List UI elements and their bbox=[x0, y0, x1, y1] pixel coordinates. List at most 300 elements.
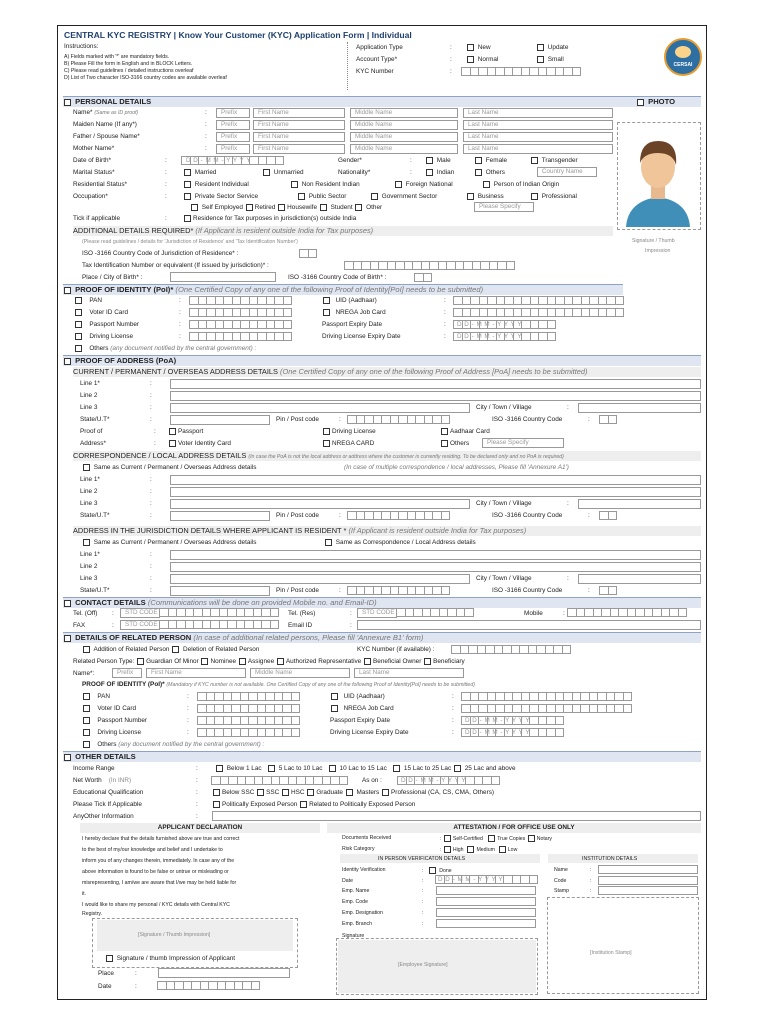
poi-voter-input[interactable] bbox=[190, 308, 292, 317]
government-sector-option[interactable]: Government Sector bbox=[370, 193, 437, 201]
corr-pin-label: Pin / Post code bbox=[276, 512, 319, 519]
mother-prefix-input[interactable]: Prefix bbox=[216, 144, 250, 154]
checkbox-icon[interactable] bbox=[537, 44, 544, 51]
emp-name-label: Emp. Name bbox=[342, 888, 370, 894]
pio-option[interactable]: Person of Indian Origin bbox=[482, 181, 559, 189]
declaration-heading: APPLICANT DECLARATION bbox=[80, 823, 320, 833]
tel-res-std-input[interactable]: STD CODE bbox=[357, 608, 397, 618]
checkbox-icon[interactable] bbox=[475, 169, 482, 176]
identity-done-option[interactable]: : Done bbox=[422, 867, 452, 874]
related-poi-voter-input[interactable] bbox=[198, 704, 300, 713]
checkbox-icon[interactable] bbox=[528, 835, 535, 842]
checkbox-icon[interactable] bbox=[64, 358, 71, 365]
unmarried-option[interactable]: Unmarried bbox=[262, 169, 304, 177]
attest-date-label: Date bbox=[342, 878, 353, 884]
header-divider bbox=[347, 42, 348, 90]
declaration-date-input[interactable] bbox=[158, 981, 260, 990]
instruction-d: D) List of Two character ISO-3166 country codes are available overleaf bbox=[64, 75, 227, 81]
name-first-input[interactable]: First Name bbox=[253, 108, 345, 118]
checkbox-icon[interactable] bbox=[169, 440, 176, 447]
poi-passport-expiry-label: Passport Expiry Date bbox=[322, 321, 383, 328]
corr-iso-input[interactable] bbox=[600, 511, 617, 520]
checkbox-icon[interactable] bbox=[75, 333, 82, 340]
juris-pin-input[interactable] bbox=[348, 586, 450, 595]
juris-line3-label: Line 3 bbox=[80, 575, 98, 582]
corr-state-input[interactable] bbox=[170, 511, 270, 521]
mother-first-input[interactable]: First Name bbox=[253, 144, 345, 154]
cersai-logo: CERSAI bbox=[664, 38, 702, 76]
application-type-label: Application Type bbox=[356, 44, 403, 51]
checkbox-icon[interactable] bbox=[75, 345, 82, 352]
same-as-current-option[interactable]: Same as Current / Permanent / Overseas Address details bbox=[82, 464, 256, 472]
checkbox-icon[interactable] bbox=[441, 440, 448, 447]
corr-city-label: City / Town / Village bbox=[476, 500, 532, 507]
tick-applicable-label: Tick if applicable bbox=[73, 215, 121, 222]
corr-line1-label: Line 1* bbox=[80, 476, 100, 483]
inst-name-label: Name bbox=[554, 867, 568, 873]
female-option[interactable]: Female bbox=[474, 157, 507, 165]
checkbox-icon[interactable] bbox=[184, 193, 191, 200]
related-poi-pan-input[interactable] bbox=[198, 692, 300, 701]
transgender-option[interactable]: Transgender bbox=[530, 157, 578, 165]
emp-name-input[interactable] bbox=[436, 886, 536, 895]
current-line3-input[interactable] bbox=[170, 403, 470, 413]
father-middle-input[interactable]: Middle Name bbox=[350, 132, 458, 142]
current-city-label: City / Town / Village bbox=[476, 404, 532, 411]
checkbox-icon[interactable] bbox=[395, 181, 402, 188]
checkbox-icon[interactable] bbox=[323, 428, 330, 435]
poi-others-option[interactable]: Others (any document notified by the central government) : bbox=[74, 345, 256, 353]
married-option[interactable]: Married bbox=[183, 169, 216, 177]
poi-dl-expiry-label: Driving License Expiry Date bbox=[322, 333, 401, 340]
checkbox-icon[interactable] bbox=[137, 658, 144, 665]
emp-designation-input[interactable] bbox=[436, 908, 536, 917]
income-label: Income Range bbox=[73, 765, 115, 772]
normal-option[interactable]: Normal bbox=[466, 56, 498, 64]
gender-label: Gender* bbox=[338, 157, 362, 164]
place-label: Place bbox=[98, 970, 114, 977]
emp-code-input[interactable] bbox=[436, 897, 536, 906]
ipv-heading: IN PERSON VERIFICATON DETAILS bbox=[378, 856, 466, 862]
foreign-national-option[interactable]: Foreign National bbox=[394, 181, 453, 189]
email-input[interactable] bbox=[357, 620, 701, 630]
checkbox-icon[interactable] bbox=[201, 658, 208, 665]
poi-passport-input[interactable] bbox=[190, 320, 292, 329]
poi-pan-option[interactable]: PAN bbox=[74, 297, 102, 305]
related-poi-nrega-option[interactable]: NREGA Job Card bbox=[330, 705, 394, 713]
poa-aadhaar-option[interactable]: Aadhaar Card bbox=[440, 428, 490, 436]
institution-stamp-box[interactable] bbox=[547, 897, 699, 994]
checkbox-icon[interactable] bbox=[263, 169, 270, 176]
education-options[interactable]: Below SSC SSC HSC Graduate Masters Professional (CA, CS, CMA, Others) bbox=[212, 789, 494, 797]
occupation-other-input[interactable]: Please Specify bbox=[474, 202, 534, 212]
maiden-prefix-input[interactable]: Prefix bbox=[216, 120, 250, 130]
emp-branch-label: Emp. Branch bbox=[342, 921, 372, 927]
checkbox-icon[interactable] bbox=[169, 428, 176, 435]
related-poi-uid-option[interactable]: UID (Aadhaar) bbox=[330, 693, 385, 701]
iso-birth-label: ISO -3166 Country Code of Birth* : bbox=[288, 274, 387, 281]
checkbox-icon[interactable] bbox=[371, 193, 378, 200]
poa-voter-option[interactable]: Voter Identity Card bbox=[168, 440, 231, 448]
checkbox-icon[interactable] bbox=[364, 658, 371, 665]
checkbox-icon[interactable] bbox=[246, 204, 253, 211]
checkbox-icon[interactable] bbox=[320, 204, 327, 211]
place-birth-input[interactable] bbox=[170, 272, 276, 282]
mobile-input[interactable] bbox=[568, 608, 687, 617]
checkbox-icon[interactable] bbox=[531, 193, 538, 200]
poa-others-input[interactable]: Please Specify bbox=[482, 438, 564, 448]
inst-stamp-label: Stamp bbox=[554, 888, 569, 894]
checkbox-icon[interactable] bbox=[278, 204, 285, 211]
checkbox-icon[interactable] bbox=[424, 658, 431, 665]
section-related-person: DETAILS OF RELATED PERSON (In case of additional related persons, Please fill 'Annexure B1' form) bbox=[63, 632, 701, 643]
mother-name-label: Mother Name* bbox=[73, 145, 115, 152]
corr-pin-input[interactable] bbox=[348, 511, 450, 520]
declaration-line-2: to the best of my/our knowledge and belief and I undertake to bbox=[82, 847, 223, 853]
related-poi-voter-option[interactable]: Voter ID Card bbox=[82, 705, 136, 713]
checkbox-icon[interactable] bbox=[184, 181, 191, 188]
related-poi-dl-expiry-label: Driving License Expiry Date bbox=[330, 729, 409, 736]
checkbox-icon[interactable] bbox=[257, 789, 264, 796]
checkbox-icon[interactable] bbox=[83, 464, 90, 471]
checkbox-icon[interactable] bbox=[537, 56, 544, 63]
juris-state-input[interactable] bbox=[170, 586, 270, 596]
tel-off-std-input[interactable]: STD CODE bbox=[120, 608, 160, 618]
related-poi-others-option[interactable]: Others (any document notified by the central government) : bbox=[82, 741, 264, 749]
kyc-number-label: KYC Number bbox=[356, 68, 394, 75]
current-city-input[interactable] bbox=[578, 403, 701, 413]
update-option[interactable]: Update bbox=[536, 44, 568, 52]
docs-received-options[interactable]: : Self-Certified True Copies Notary bbox=[440, 835, 552, 842]
net-worth-input[interactable] bbox=[212, 776, 348, 785]
checkbox-icon[interactable] bbox=[467, 56, 474, 63]
checkbox-icon[interactable] bbox=[393, 765, 400, 772]
checkbox-icon[interactable] bbox=[213, 801, 220, 808]
iso-jurisdiction-input[interactable] bbox=[300, 249, 317, 258]
checkbox-icon[interactable] bbox=[637, 99, 644, 106]
checkbox-icon[interactable] bbox=[64, 99, 71, 106]
place-input[interactable] bbox=[158, 968, 290, 978]
poi-nrega-option[interactable]: NREGA Job Card bbox=[322, 309, 386, 317]
maiden-last-input[interactable]: Last Name bbox=[463, 120, 613, 130]
multiple-addresses-note: (In case of multiple correspondence / local addresses, Please fill 'Annexure A1') bbox=[344, 464, 569, 471]
business-option[interactable]: Business bbox=[466, 193, 504, 201]
instruction-a: A) Fields marked with '*' are mandatory fields. bbox=[64, 54, 170, 60]
marital-label: Marital Status* bbox=[73, 169, 115, 176]
poa-dl-option[interactable]: Driving License bbox=[322, 428, 376, 436]
place-birth-label: Place / City of Birth* : bbox=[82, 274, 143, 281]
institution-heading: INSTITUTION DETAILS bbox=[582, 856, 638, 862]
declaration-line-5: misrepresenting, I am/we are aware that I/we may be held liable for bbox=[82, 880, 237, 886]
related-poi-driving-input[interactable] bbox=[198, 728, 300, 737]
date-label: Date bbox=[98, 983, 112, 990]
related-poi-passport-option[interactable]: Passport Number bbox=[82, 717, 147, 725]
checkbox-icon[interactable] bbox=[323, 309, 330, 316]
related-poi-nrega-input[interactable] bbox=[462, 704, 632, 713]
maiden-name-label: Maiden Name (If any*) bbox=[73, 121, 137, 128]
corr-line2-input[interactable] bbox=[170, 487, 701, 497]
current-state-label: State/U.T* bbox=[80, 416, 110, 423]
checkbox-icon[interactable] bbox=[83, 539, 90, 546]
checkbox-icon[interactable] bbox=[83, 729, 90, 736]
related-kyc-input[interactable] bbox=[452, 645, 571, 654]
checkbox-icon[interactable] bbox=[429, 867, 436, 874]
indian-option[interactable]: Indian bbox=[425, 169, 454, 177]
photo-placeholder-icon bbox=[618, 123, 698, 227]
related-middle-input[interactable]: Middle Name bbox=[250, 668, 350, 678]
tel-off-input[interactable] bbox=[160, 608, 279, 617]
section-personal-details: PERSONAL DETAILS PHOTO bbox=[63, 96, 701, 107]
juris-iso-label: ISO -3166 Country Code bbox=[492, 587, 563, 594]
poi-nrega-input[interactable] bbox=[454, 308, 624, 317]
name-last-input[interactable]: Last Name bbox=[463, 108, 613, 118]
poi-pan-input[interactable] bbox=[190, 296, 292, 305]
checkbox-icon[interactable] bbox=[64, 635, 71, 642]
checkbox-icon[interactable] bbox=[499, 846, 506, 853]
related-first-input[interactable]: First Name bbox=[146, 668, 246, 678]
related-prefix-input[interactable]: Prefix bbox=[112, 668, 142, 678]
poi-uid-option[interactable]: UID (Aadhaar) bbox=[322, 297, 377, 305]
name-prefix-input[interactable]: Prefix bbox=[216, 108, 250, 118]
checkbox-icon[interactable] bbox=[426, 169, 433, 176]
net-worth-label: Net Worth (In INR) bbox=[73, 777, 132, 784]
checkbox-icon[interactable] bbox=[488, 835, 495, 842]
addition-related-option[interactable]: Addition of Related Person Deletion of Related Person bbox=[82, 646, 259, 654]
corr-iso-label: ISO -3166 Country Code bbox=[492, 512, 563, 519]
checkbox-icon[interactable] bbox=[329, 765, 336, 772]
checkbox-icon[interactable] bbox=[268, 765, 275, 772]
checkbox-icon[interactable] bbox=[106, 955, 113, 962]
proof-of-label: Proof of bbox=[80, 428, 103, 435]
risk-category-options[interactable]: : High Medium Low bbox=[440, 846, 518, 853]
checkbox-icon[interactable] bbox=[282, 789, 289, 796]
checkbox-icon[interactable] bbox=[277, 658, 284, 665]
father-first-input[interactable]: First Name bbox=[253, 132, 345, 142]
current-address-heading: CURRENT / PERMANENT / OVERSEAS ADDRESS DETAILS (One Certified Copy of any one of the following Proof of Address [PoA] needs to be submitted) bbox=[73, 367, 701, 377]
declaration-line-6: it. bbox=[82, 891, 87, 897]
checkbox-icon[interactable] bbox=[291, 181, 298, 188]
institution-stamp-placeholder: [Institution Stamp] bbox=[590, 950, 632, 956]
checkbox-icon[interactable] bbox=[191, 204, 198, 211]
current-line2-label: Line 2 bbox=[80, 392, 98, 399]
checkbox-icon[interactable] bbox=[331, 693, 338, 700]
checkbox-icon[interactable] bbox=[83, 717, 90, 724]
juris-line1-input[interactable] bbox=[170, 550, 701, 560]
current-state-input[interactable] bbox=[170, 415, 270, 425]
risk-category-label: Risk Category bbox=[342, 846, 375, 852]
poa-others-option[interactable]: Others bbox=[440, 440, 469, 448]
small-option[interactable]: Small bbox=[536, 56, 564, 64]
checkbox-icon[interactable] bbox=[531, 157, 538, 164]
juris-iso-input[interactable] bbox=[600, 586, 617, 595]
related-type-row: Related Person Type: Guardian Of Minor Nominee Assignee Authorized Representative Beneficial Owner Beneficiary bbox=[73, 658, 465, 666]
related-poi-passport-input[interactable] bbox=[198, 716, 300, 725]
public-sector-option[interactable]: Public Sector bbox=[297, 193, 346, 201]
juris-line2-label: Line 2 bbox=[80, 563, 98, 570]
maiden-first-input[interactable]: First Name bbox=[253, 120, 345, 130]
form-title: CENTRAL KYC REGISTRY | Know Your Customer (KYC) Application Form | Individual bbox=[64, 30, 412, 40]
current-pin-input[interactable] bbox=[348, 415, 450, 424]
sig-thumb-caption-2: Impression bbox=[645, 248, 671, 254]
checkbox-icon[interactable] bbox=[184, 215, 191, 222]
sig-thumb-caption-1: Signature / Thumb bbox=[632, 238, 675, 244]
current-line2-input[interactable] bbox=[170, 391, 701, 401]
related-poi-uid-input[interactable] bbox=[462, 692, 632, 701]
checkbox-icon[interactable] bbox=[325, 539, 332, 546]
checkbox-icon[interactable] bbox=[323, 297, 330, 304]
checkbox-icon[interactable] bbox=[444, 846, 451, 853]
checkbox-icon[interactable] bbox=[83, 646, 90, 653]
mobile-label: Mobile bbox=[524, 610, 543, 617]
related-poi-pan-option[interactable]: PAN bbox=[82, 693, 110, 701]
checkbox-icon[interactable] bbox=[75, 297, 82, 304]
juris-pin-label: Pin / Post code bbox=[276, 587, 319, 594]
self-employed-option[interactable]: Self Employed Retired Housewife Student Other bbox=[190, 204, 382, 212]
mother-last-input[interactable]: Last Name bbox=[463, 144, 613, 154]
checkbox-icon[interactable] bbox=[355, 204, 362, 211]
checkbox-icon[interactable] bbox=[83, 693, 90, 700]
checkbox-icon[interactable] bbox=[83, 741, 90, 748]
tax-residence-option[interactable]: Residence for Tax purposes in jurisdiction(s) outside India bbox=[183, 215, 356, 223]
poi-passport-option[interactable]: Passport Number bbox=[74, 321, 139, 329]
current-line1-input[interactable] bbox=[170, 379, 701, 389]
checkbox-icon[interactable] bbox=[346, 789, 353, 796]
checkbox-icon[interactable] bbox=[64, 287, 71, 294]
juris-city-input[interactable] bbox=[578, 574, 701, 584]
checkbox-icon[interactable] bbox=[75, 321, 82, 328]
tel-off-label: Tel. (Off) bbox=[73, 610, 98, 617]
inst-stamp-input[interactable] bbox=[598, 886, 698, 895]
instructions-heading: Instructions: bbox=[64, 43, 99, 50]
related-last-input[interactable]: Last Name bbox=[354, 668, 464, 678]
inst-name-input[interactable] bbox=[598, 865, 698, 874]
emp-branch-input[interactable] bbox=[436, 919, 536, 928]
checkbox-icon[interactable] bbox=[216, 765, 223, 772]
any-other-input[interactable] bbox=[212, 811, 701, 821]
checkbox-icon[interactable] bbox=[467, 193, 474, 200]
fax-std-input[interactable]: STD CODE bbox=[120, 620, 160, 630]
juris-line2-input[interactable] bbox=[170, 562, 701, 572]
current-iso-input[interactable] bbox=[600, 415, 617, 424]
professional-option[interactable]: Professional bbox=[530, 193, 577, 201]
country-name-input[interactable]: Country Name bbox=[537, 167, 597, 177]
as-on-label: As on : bbox=[362, 777, 382, 784]
logo-emblem-icon bbox=[675, 46, 691, 58]
juris-line1-label: Line 1* bbox=[80, 551, 100, 558]
poi-driving-input[interactable] bbox=[190, 332, 292, 341]
checkbox-icon[interactable] bbox=[323, 440, 330, 447]
private-sector-option[interactable]: Private Sector Service bbox=[183, 193, 258, 201]
checkbox-icon[interactable] bbox=[64, 754, 71, 761]
fax-input[interactable] bbox=[160, 620, 279, 629]
checkbox-icon[interactable] bbox=[239, 658, 246, 665]
checkbox-icon[interactable] bbox=[382, 789, 389, 796]
nri-option[interactable]: Non Resident Indian bbox=[290, 181, 360, 189]
name-label: Name* (Same as ID proof) bbox=[73, 109, 139, 116]
instruction-c: C) Please read guidelines / detailed instructions overleaf bbox=[64, 68, 194, 74]
income-options[interactable]: Below 1 Lac 5 Lac to 10 Lac 10 Lac to 15 Lac 15 Lac to 25 Lac 25 Lac and above bbox=[215, 765, 516, 773]
new-option[interactable]: New bbox=[466, 44, 491, 52]
checkbox-icon[interactable] bbox=[467, 44, 474, 51]
resident-individual-option[interactable]: Resident Individual bbox=[183, 181, 249, 189]
iso-jurisdiction-label: ISO -3166 Country Code of Jurisdiction of Residence* : bbox=[82, 250, 239, 257]
email-label: Email ID bbox=[288, 622, 313, 629]
kyc-number-input[interactable] bbox=[462, 67, 581, 76]
corr-city-input[interactable] bbox=[578, 499, 701, 509]
checkbox-icon[interactable] bbox=[83, 705, 90, 712]
declaration-line-1: I hereby declare that the details furnished above are true and correct bbox=[82, 836, 240, 842]
checkbox-icon[interactable] bbox=[441, 428, 448, 435]
related-poi-heading: PROOF OF IDENTITY (PoI)* (Mandatory if KYC number is not available. One Certified Copy of any one of the following Proof of Identity[PoI] needs to be submitted) bbox=[82, 681, 475, 688]
juris-same-current-option[interactable]: Same as Current / Permanent / Overseas Address details bbox=[82, 539, 256, 547]
father-last-input[interactable]: Last Name bbox=[463, 132, 613, 142]
corr-line2-label: Line 2 bbox=[80, 488, 98, 495]
checkbox-icon[interactable] bbox=[444, 835, 451, 842]
others-option[interactable]: Others bbox=[474, 169, 505, 177]
poi-uid-input[interactable] bbox=[454, 296, 624, 305]
tin-input[interactable] bbox=[345, 261, 515, 270]
iso-birth-input[interactable] bbox=[415, 273, 432, 282]
current-line1-label: Line 1* bbox=[80, 380, 100, 387]
maiden-middle-input[interactable]: Middle Name bbox=[350, 120, 458, 130]
checkbox-icon[interactable] bbox=[307, 789, 314, 796]
corr-line3-input[interactable] bbox=[170, 499, 470, 509]
checkbox-icon[interactable] bbox=[300, 801, 307, 808]
identity-verification-label: Identity Verification bbox=[342, 867, 386, 873]
poa-passport-option[interactable]: Passport bbox=[168, 428, 203, 436]
checkbox-icon[interactable] bbox=[483, 181, 490, 188]
father-prefix-input[interactable]: Prefix bbox=[216, 132, 250, 142]
emp-signature-label: Signature bbox=[342, 933, 365, 939]
checkbox-icon[interactable] bbox=[454, 765, 461, 772]
male-option[interactable]: Male bbox=[425, 157, 451, 165]
checkbox-icon[interactable] bbox=[475, 157, 482, 164]
checkbox-icon[interactable] bbox=[331, 705, 338, 712]
corr-state-label: State/U.T* bbox=[80, 512, 110, 519]
checkbox-icon[interactable] bbox=[184, 169, 191, 176]
tel-res-input[interactable] bbox=[397, 608, 474, 617]
photo-box[interactable] bbox=[617, 122, 701, 230]
occupation-label: Occupation* bbox=[73, 193, 108, 200]
checkbox-icon[interactable] bbox=[75, 309, 82, 316]
correspondence-heading: CORRESPONDENCE / LOCAL ADDRESS DETAILS (In case the PoA is not the local address or address where the customer is currently residing. To be declared only and no PoA is required) bbox=[73, 451, 701, 461]
current-iso-label: ISO -3166 Country Code bbox=[492, 416, 563, 423]
declaration-line-4: above information is found to be false or untrue or misleading or bbox=[82, 869, 229, 875]
juris-line3-input[interactable] bbox=[170, 574, 470, 584]
pep-options[interactable]: Politically Exposed Person Related to Politically Exposed Person bbox=[212, 801, 415, 809]
mother-middle-input[interactable]: Middle Name bbox=[350, 144, 458, 154]
residential-label: Residential Status* bbox=[73, 181, 127, 188]
checkbox-icon[interactable] bbox=[64, 600, 71, 607]
juris-same-corr-option[interactable]: Same as Correspondence / Local Address details bbox=[324, 539, 476, 547]
attestation-heading: ATTESTATION / FOR OFFICE USE ONLY bbox=[327, 823, 701, 833]
additional-note: (Please read guidelines / details for 'Jurisdiction of Residence' and 'Tax Identification Number') bbox=[82, 239, 298, 245]
name-middle-input[interactable]: Middle Name bbox=[350, 108, 458, 118]
applicant-sig-label: Signature / thumb Impression of Applicant bbox=[105, 955, 235, 963]
checkbox-icon[interactable] bbox=[467, 846, 474, 853]
corr-line1-input[interactable] bbox=[170, 475, 701, 485]
poa-nrega-option[interactable]: NREGA CARD bbox=[322, 440, 374, 448]
poi-voter-option[interactable]: Voter ID Card bbox=[74, 309, 128, 317]
checkbox-icon[interactable] bbox=[172, 646, 179, 653]
checkbox-icon[interactable] bbox=[213, 789, 220, 796]
checkbox-icon[interactable] bbox=[426, 157, 433, 164]
corr-line3-label: Line 3 bbox=[80, 500, 98, 507]
related-poi-driving-option[interactable]: Driving License bbox=[82, 729, 141, 737]
poi-driving-option[interactable]: Driving License bbox=[74, 333, 133, 341]
inst-code-input[interactable] bbox=[598, 876, 698, 885]
checkbox-icon[interactable] bbox=[298, 193, 305, 200]
